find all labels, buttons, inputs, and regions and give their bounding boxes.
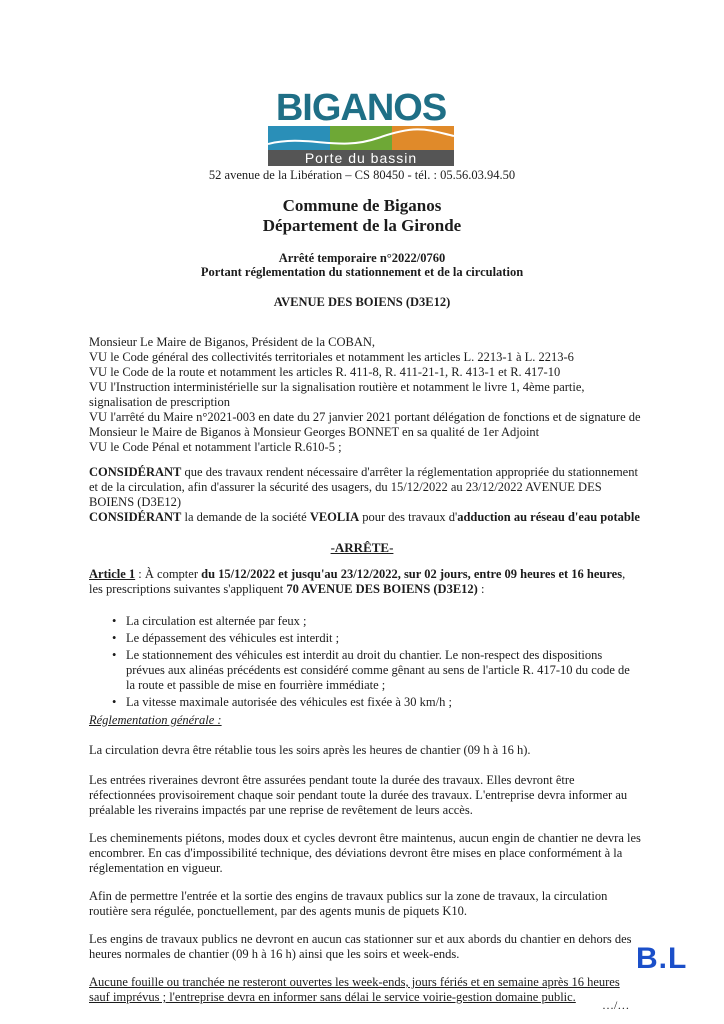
paragraph-line: Les entrées riveraines devront être assurées pendant toute la durée des travaux. Elles devront être xyxy=(89,773,575,787)
commune-title: Commune de Biganos xyxy=(282,196,442,215)
prescriptions-list xyxy=(112,614,632,712)
paragraph-line: Afin de permettre l'entrée et la sortie des engins de travaux publics sur la zone de travaux, la circulation xyxy=(89,889,608,903)
paragraph-line: Les cheminements piétons, modes doux et cycles devront être maintenus, aucun engin de chantier ne devra les xyxy=(89,831,641,845)
paragraph-line: sauf imprévus ; l'entreprise devra en informer sans délai le service voirie-gestion domaine public. xyxy=(89,990,576,1004)
reglementation-title: Réglementation générale : xyxy=(89,713,222,727)
list-item: • La circulation est alternée par feux ; xyxy=(112,614,632,629)
considerant-line: CONSIDÉRANT la demande de la société VEOLIA pour des travaux d'adduction au réseau d'eau potable xyxy=(89,510,640,524)
address-line: 52 avenue de la Libération – CS 80450 - tél. : 05.56.03.94.50 xyxy=(208,168,516,182)
visa-line: Monsieur le Maire de Biganos à Monsieur Georges BONNET en sa qualité de 1er Adjoint xyxy=(89,425,540,439)
paragraph-line: réglementation en vigueur. xyxy=(89,861,223,875)
paragraph-line: encombrer. En cas d'impossibilité technique, des déviations devront être mises en place conformément à la xyxy=(89,846,623,860)
departement-title: Département de la Gironde xyxy=(262,216,462,235)
visa-line: signalisation de prescription xyxy=(89,395,230,409)
logo-tagline: Porte du bassin xyxy=(268,150,454,166)
visa-line: VU l'arrêté du Maire n°2021-003 en date du 27 janvier 2021 portant délégation de fonctions et de signature de xyxy=(89,410,641,424)
logo-color-band xyxy=(268,126,454,150)
list-item: • Le dépassement des véhicules est interdit ; xyxy=(112,631,632,646)
list-item: • Le stationnement des véhicules est interdit au droit du chantier. Le non-respect des dispositions prévues aux alinéas précédents est considéré comme gênant au sens de l'article R. 417-10 du code de la route et passible de mise en fourrière immédiate ; xyxy=(112,648,632,693)
considerant-line: BOIENS (D3E12) xyxy=(89,495,182,509)
considerant-line: et de la circulation, afin d'assurer la sécurité des usagers, du 15/12/2022 au 23/12/2022 AVENUE DES xyxy=(89,480,602,494)
arrete-location: AVENUE DES BOIENS (D3E12) xyxy=(273,295,451,309)
paragraph-line: heures normales de chantier (09 h à 16 h) ainsi que les soirs et week-ends. xyxy=(89,947,460,961)
paragraph-line: routière sera régulée, ponctuellement, par des agents munis de piquets K10. xyxy=(89,904,468,918)
arrete-heading: -ARRÊTE- xyxy=(330,540,394,555)
article-1-line: les prescriptions suivantes s'appliquent 70 AVENUE DES BOIENS (D3E12) : xyxy=(89,582,485,596)
biganos-logo xyxy=(266,87,456,166)
logo-wordmark: BIGANOS xyxy=(275,87,447,129)
continuation-mark: …/… xyxy=(602,998,630,1012)
visa-line: VU le Code général des collectivités territoriales et notamment les articles L. 2213-1 à L. 2213-6 xyxy=(89,350,574,364)
list-item: • La vitesse maximale autorisée des véhicules est fixée à 30 km/h ; xyxy=(112,695,632,710)
handwritten-initials: B.L xyxy=(636,942,688,975)
paragraph-line: Aucune fouille ou tranchée ne resteront ouvertes les week-ends, jours fériés et en semaine après 16 heures xyxy=(89,975,620,989)
visa-line: VU le Code de la route et notamment les articles R. 411-8, R. 411-21-1, R. 413-1 et R. 417-10 xyxy=(89,365,561,379)
paragraph-line: réfectionnées provisoirement chaque soir pendant toute la durée des travaux. L'entreprise devra informer au xyxy=(89,788,628,802)
article-1-line: Article 1 : À compter du 15/12/2022 et jusqu'au 23/12/2022, sur 02 jours, entre 09 heures et 16 heures, xyxy=(89,567,626,581)
arrete-number: Arrêté temporaire n°2022/0760 xyxy=(278,251,446,265)
paragraph-line: La circulation devra être rétablie tous les soirs après les heures de chantier (09 h à 16 h). xyxy=(89,743,531,757)
visa-line: VU l'Instruction interministérielle sur la signalisation routière et notamment le livre 1, 4ème partie, xyxy=(89,380,585,394)
considerant-line: CONSIDÉRANT que des travaux rendent nécessaire d'arrêter la réglementation appropriée du stationnement xyxy=(89,465,638,479)
visa-line: Monsieur Le Maire de Biganos, Président de la COBAN, xyxy=(89,335,376,349)
paragraph-line: préalable les riverains impactés par une reprise de revêtement de leurs accès. xyxy=(89,803,473,817)
paragraph-line: Les engins de travaux publics ne devront en aucun cas stationner sur et aux abords du chantier en dehors des xyxy=(89,932,632,946)
visa-line: VU le Code Pénal et notamment l'article R.610-5 ; xyxy=(89,440,342,454)
arrete-subject: Portant réglementation du stationnement et de la circulation xyxy=(200,265,524,279)
